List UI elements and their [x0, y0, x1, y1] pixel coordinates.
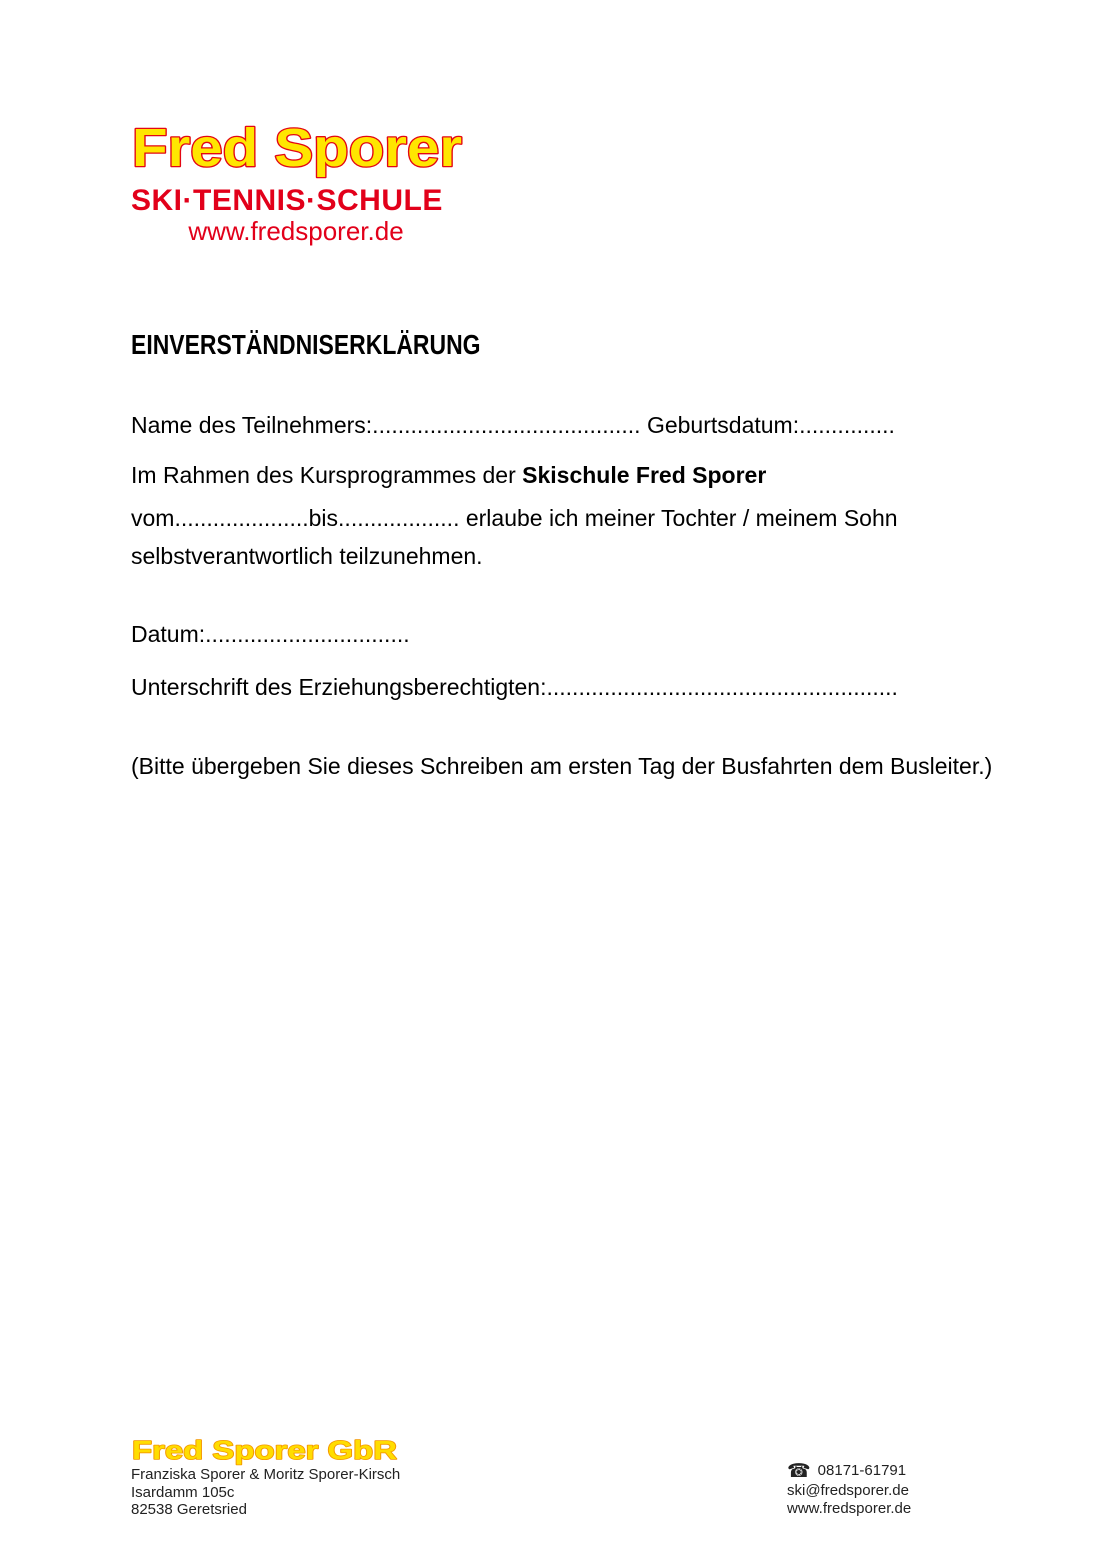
footer-owners: Franziska Sporer & Moritz Sporer-Kirsch: [131, 1466, 401, 1483]
footer-phone-row: [787, 1461, 911, 1482]
page-title: EINVERSTÄNDNISERKLÄRUNG: [131, 329, 481, 360]
footer-company-text: Fred Sporer GbR: [132, 1435, 398, 1465]
course-dates-line: vom.....................bis................... erlaube ich meiner Tochter / meinem Sohn: [131, 505, 898, 531]
footer-contact-block: [787, 1461, 911, 1517]
handover-note: (Bitte übergeben Sie dieses Schreiben am ersten Tag der Busfahrten dem Busleiter.): [131, 753, 993, 779]
footer-website: www.fredsporer.de: [787, 1499, 912, 1517]
date-fill-line: Datum:................................: [131, 621, 410, 647]
intro-line-school-name: Skischule Fred Sporer: [522, 462, 767, 488]
participant-name-line: Name des Teilnehmers:.......................................... Geburtsdatum:...............: [131, 412, 895, 438]
fred-sporer-logo: [128, 108, 473, 184]
logo-subtitle: SKI·TENNIS·SCHULE: [131, 184, 443, 217]
footer-phone-number: 08171-61791: [817, 1462, 907, 1479]
logo-block: [128, 108, 473, 246]
logo-website-url: www.fredsporer.de: [188, 216, 404, 246]
intro-line: [131, 460, 766, 490]
footer-company-wordmark: [129, 1434, 409, 1468]
logo-wordmark-text: Fred Sporer: [132, 118, 462, 178]
footer-email: ski@fredsporer.de: [787, 1482, 909, 1499]
footer-street: Isardamm 105c: [131, 1483, 235, 1501]
consent-line: selbstverantwortlich teilzunehmen.: [131, 543, 483, 569]
footer-city: 82538 Geretsried: [131, 1501, 247, 1518]
signature-fill-line: Unterschrift des Erziehungsberechtigten:.......................................................: [131, 674, 898, 700]
phone-icon: ☎: [787, 1461, 811, 1482]
intro-line-prefix: Im Rahmen des Kursprogrammes der: [131, 462, 523, 488]
footer-address-block: [131, 1466, 400, 1519]
